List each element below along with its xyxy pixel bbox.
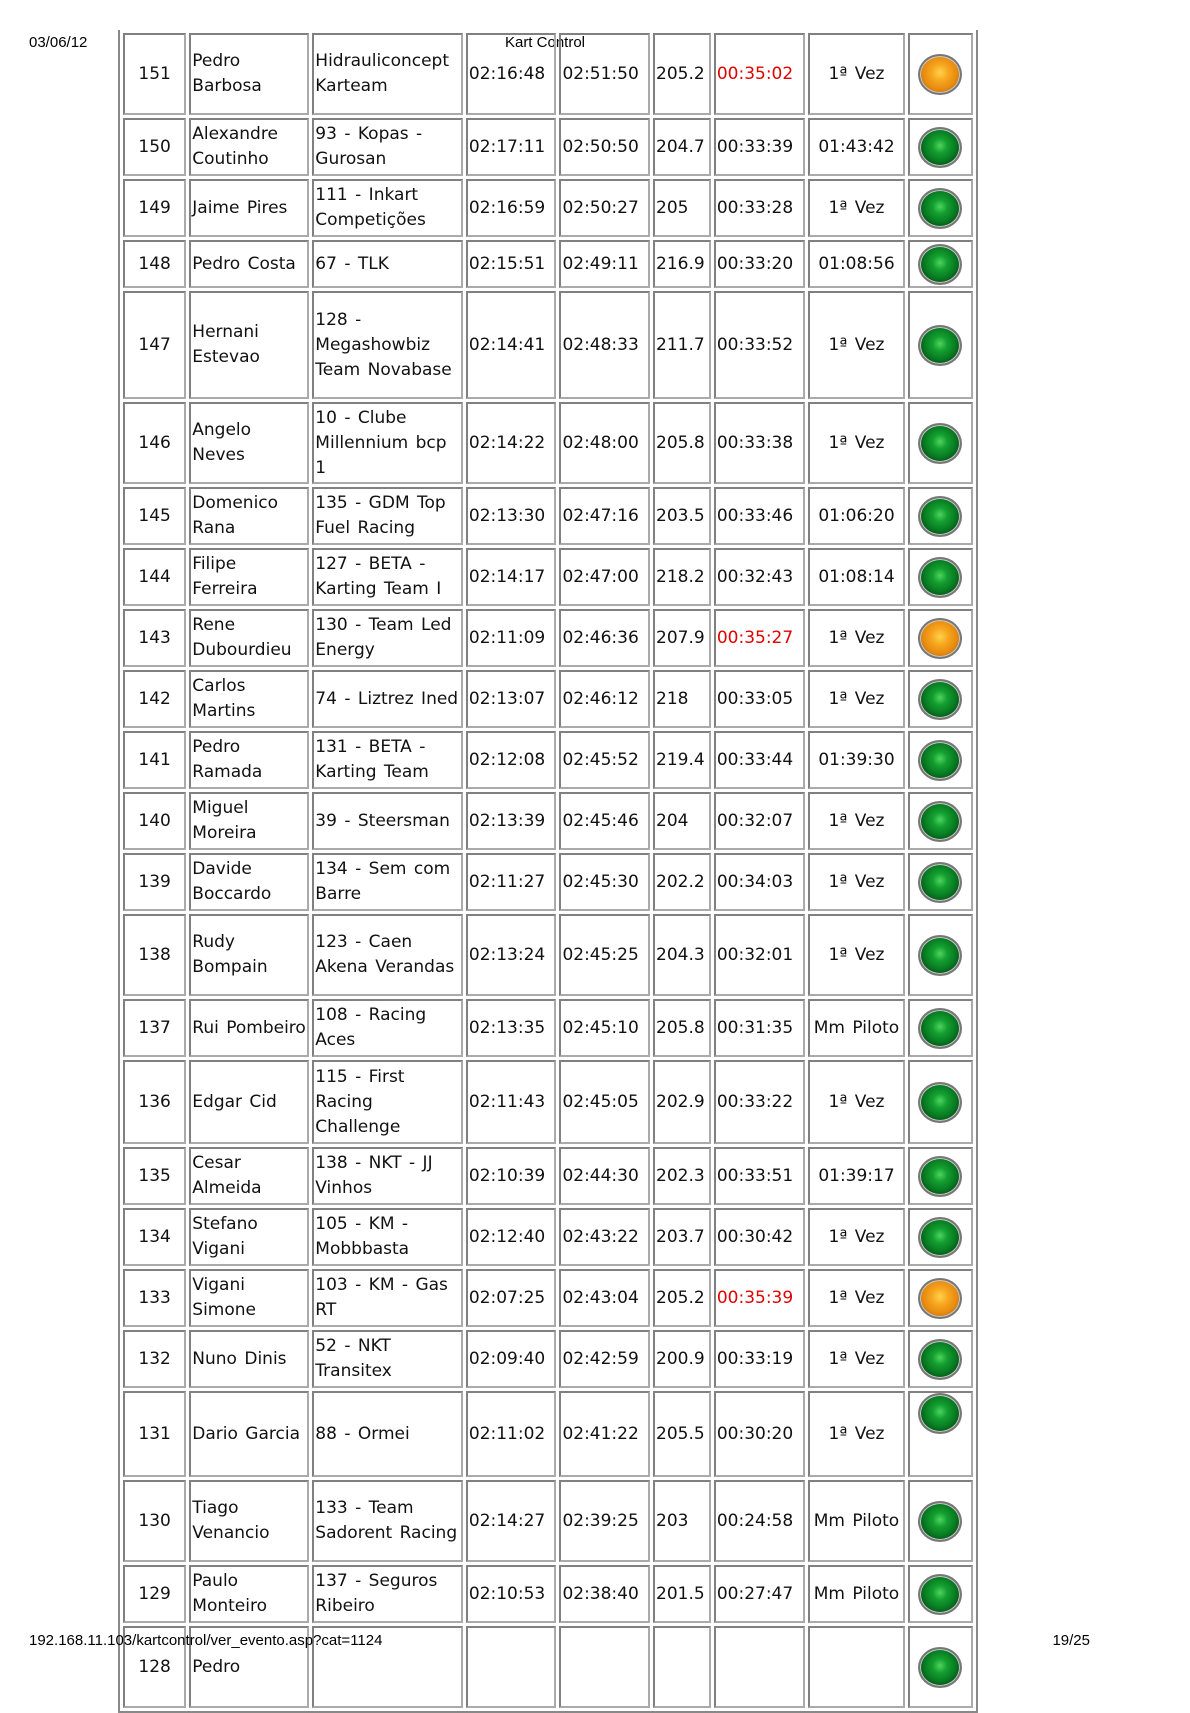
status-light-cell	[908, 33, 974, 115]
note-cell: 1ª Vez	[808, 1269, 904, 1327]
position-cell: 149	[123, 179, 186, 237]
status-light-cell	[908, 548, 974, 606]
driver-name-cell: Alexandre Coutinho	[189, 118, 309, 176]
time-cell-1: 02:11:02	[466, 1391, 557, 1477]
table-row	[123, 1208, 973, 1266]
lap-time-cell: 00:33:19	[714, 1330, 806, 1388]
table-row	[123, 731, 973, 789]
position-cell: 133	[123, 1269, 186, 1327]
driver-name-cell: Jaime Pires	[189, 179, 309, 237]
driver-name-cell: Paulo Monteiro	[189, 1565, 309, 1623]
time-cell-2: 02:45:52	[559, 731, 650, 789]
green-light-icon	[918, 1082, 962, 1123]
team-cell: 93 - Kopas - Gurosan	[312, 118, 463, 176]
green-light-icon	[918, 1574, 962, 1615]
green-light-icon	[918, 244, 962, 285]
time-cell-1: 02:17:11	[466, 118, 557, 176]
time-cell-1: 02:14:22	[466, 402, 557, 484]
page-url: 192.168.11.103/kartcontrol/ver_evento.asp?cat=1124	[29, 1632, 383, 1649]
driver-name-cell: Angelo Neves	[189, 402, 309, 484]
note-cell: 1ª Vez	[808, 1391, 904, 1477]
status-light-cell	[908, 1391, 974, 1477]
speed-cell: 203	[653, 1480, 711, 1562]
status-light-cell	[908, 999, 974, 1057]
team-cell: 135 - GDM Top Fuel Racing	[312, 487, 463, 545]
status-light-cell	[908, 670, 974, 728]
position-cell: 142	[123, 670, 186, 728]
driver-name-cell: Domenico Rana	[189, 487, 309, 545]
speed-cell: 219.4	[653, 731, 711, 789]
green-light-icon	[918, 188, 962, 229]
green-light-icon	[918, 1156, 962, 1197]
speed-cell: 205.5	[653, 1391, 711, 1477]
time-cell-1: 02:16:59	[466, 179, 557, 237]
position-cell: 134	[123, 1208, 186, 1266]
position-cell: 147	[123, 291, 186, 399]
note-cell: 01:08:56	[808, 240, 904, 288]
position-cell: 150	[123, 118, 186, 176]
lap-time-cell: 00:33:39	[714, 118, 806, 176]
lap-time-cell: 00:33:38	[714, 402, 806, 484]
green-light-icon	[918, 935, 962, 976]
time-cell-2: 02:47:00	[559, 548, 650, 606]
table-row	[123, 33, 973, 115]
time-cell-2: 02:43:22	[559, 1208, 650, 1266]
note-cell: 1ª Vez	[808, 853, 904, 911]
note-cell: 1ª Vez	[808, 402, 904, 484]
speed-cell: 205.8	[653, 999, 711, 1057]
time-cell-2: 02:43:04	[559, 1269, 650, 1327]
note-cell: Mm Piloto	[808, 1480, 904, 1562]
time-cell-2: 02:38:40	[559, 1565, 650, 1623]
time-cell-2: 02:47:16	[559, 487, 650, 545]
table-row	[123, 1147, 973, 1205]
time-cell-1: 02:12:08	[466, 731, 557, 789]
green-light-icon	[918, 862, 962, 903]
team-cell: 105 - KM - Mobbbasta	[312, 1208, 463, 1266]
table-row	[123, 548, 973, 606]
note-cell: 1ª Vez	[808, 179, 904, 237]
driver-name-cell: Stefano Vigani	[189, 1208, 309, 1266]
table-row	[123, 1565, 973, 1623]
lap-time-cell: 00:32:43	[714, 548, 806, 606]
time-cell-2: 02:39:25	[559, 1480, 650, 1562]
team-cell: 67 - TLK	[312, 240, 463, 288]
lap-time-cell: 00:32:07	[714, 792, 806, 850]
green-light-icon	[918, 1393, 962, 1434]
driver-name-cell: Davide Boccardo	[189, 853, 309, 911]
time-cell-1: 02:10:53	[466, 1565, 557, 1623]
time-cell-2: 02:48:33	[559, 291, 650, 399]
time-cell-1	[466, 1626, 557, 1708]
green-light-icon	[918, 1217, 962, 1258]
time-cell-1: 02:13:39	[466, 792, 557, 850]
speed-cell: 211.7	[653, 291, 711, 399]
table-row	[123, 1391, 973, 1477]
table-row	[123, 792, 973, 850]
team-cell: Hidrauliconcept Karteam	[312, 33, 463, 115]
time-cell-1: 02:11:43	[466, 1060, 557, 1144]
table-row	[123, 609, 973, 667]
page-number: 19/25	[1052, 1632, 1090, 1649]
time-cell-2: 02:44:30	[559, 1147, 650, 1205]
driver-name-cell: Rene Dubourdieu	[189, 609, 309, 667]
position-cell: 131	[123, 1391, 186, 1477]
position-cell: 140	[123, 792, 186, 850]
status-light-cell	[908, 240, 974, 288]
table-row	[123, 291, 973, 399]
note-cell: 1ª Vez	[808, 33, 904, 115]
speed-cell: 205.2	[653, 1269, 711, 1327]
driver-name-cell: Vigani Simone	[189, 1269, 309, 1327]
table-row	[123, 670, 973, 728]
time-cell-2: 02:46:36	[559, 609, 650, 667]
note-cell: 1ª Vez	[808, 609, 904, 667]
note-cell: 1ª Vez	[808, 1330, 904, 1388]
speed-cell: 204	[653, 792, 711, 850]
time-cell-1: 02:16:48	[466, 33, 557, 115]
status-light-cell	[908, 914, 974, 996]
table-row	[123, 1480, 973, 1562]
speed-cell: 202.2	[653, 853, 711, 911]
lap-time-cell: 00:33:22	[714, 1060, 806, 1144]
speed-cell: 204.7	[653, 118, 711, 176]
driver-name-cell: Rudy Bompain	[189, 914, 309, 996]
team-cell: 115 - First Racing Challenge	[312, 1060, 463, 1144]
time-cell-2: 02:45:10	[559, 999, 650, 1057]
team-cell: 133 - Team Sadorent Racing	[312, 1480, 463, 1562]
green-light-icon	[918, 679, 962, 720]
note-cell: Mm Piloto	[808, 1565, 904, 1623]
driver-name-cell: Miguel Moreira	[189, 792, 309, 850]
speed-cell: 204.3	[653, 914, 711, 996]
time-cell-2: 02:51:50	[559, 33, 650, 115]
driver-name-cell: Carlos Martins	[189, 670, 309, 728]
green-light-icon	[918, 740, 962, 781]
note-cell: 01:39:17	[808, 1147, 904, 1205]
green-light-icon	[918, 557, 962, 598]
status-light-cell	[908, 609, 974, 667]
team-cell: 10 - Clube Millennium bcp 1	[312, 402, 463, 484]
team-cell: 123 - Caen Akena Verandas	[312, 914, 463, 996]
note-cell: 1ª Vez	[808, 1208, 904, 1266]
position-cell: 145	[123, 487, 186, 545]
team-cell: 88 - Ormei	[312, 1391, 463, 1477]
speed-cell: 202.9	[653, 1060, 711, 1144]
table-row	[123, 487, 973, 545]
speed-cell: 216.9	[653, 240, 711, 288]
lap-time-cell: 00:27:47	[714, 1565, 806, 1623]
lap-time-cell: 00:33:20	[714, 240, 806, 288]
speed-cell: 205	[653, 179, 711, 237]
lap-time-cell: 00:35:02	[714, 33, 806, 115]
time-cell-1: 02:13:24	[466, 914, 557, 996]
team-cell: 134 - Sem com Barre	[312, 853, 463, 911]
note-cell: 1ª Vez	[808, 670, 904, 728]
driver-name-cell: Pedro Ramada	[189, 731, 309, 789]
table-row	[123, 118, 973, 176]
driver-name-cell: Cesar Almeida	[189, 1147, 309, 1205]
table-row	[123, 1060, 973, 1144]
status-light-cell	[908, 291, 974, 399]
lap-time-cell: 00:33:52	[714, 291, 806, 399]
status-light-cell	[908, 1480, 974, 1562]
orange-light-icon	[918, 1278, 962, 1319]
note-cell: 01:39:30	[808, 731, 904, 789]
speed-cell: 201.5	[653, 1565, 711, 1623]
status-light-cell	[908, 853, 974, 911]
team-cell: 138 - NKT - JJ Vinhos	[312, 1147, 463, 1205]
driver-name-cell: Pedro Costa	[189, 240, 309, 288]
print-date: 03/06/12	[29, 34, 88, 51]
status-light-cell	[908, 487, 974, 545]
time-cell-2: 02:45:25	[559, 914, 650, 996]
driver-name-cell: Tiago Venancio	[189, 1480, 309, 1562]
time-cell-2: 02:45:05	[559, 1060, 650, 1144]
table-row	[123, 999, 973, 1057]
note-cell: 1ª Vez	[808, 792, 904, 850]
time-cell-2: 02:50:27	[559, 179, 650, 237]
status-light-cell	[908, 792, 974, 850]
position-cell: 138	[123, 914, 186, 996]
results-table	[118, 30, 978, 1713]
time-cell-2: 02:50:50	[559, 118, 650, 176]
green-light-icon	[918, 1501, 962, 1542]
speed-cell: 218	[653, 670, 711, 728]
position-cell: 130	[123, 1480, 186, 1562]
speed-cell: 218.2	[653, 548, 711, 606]
lap-time-cell: 00:33:44	[714, 731, 806, 789]
green-light-icon	[918, 496, 962, 537]
lap-time-cell: 00:33:46	[714, 487, 806, 545]
team-cell: 39 - Steersman	[312, 792, 463, 850]
lap-time-cell: 00:30:20	[714, 1391, 806, 1477]
speed-cell: 207.9	[653, 609, 711, 667]
status-light-cell	[908, 118, 974, 176]
lap-time-cell: 00:34:03	[714, 853, 806, 911]
time-cell-2	[559, 1626, 650, 1708]
position-cell: 132	[123, 1330, 186, 1388]
position-cell: 139	[123, 853, 186, 911]
page-title: Kart Control	[504, 34, 586, 51]
time-cell-1: 02:14:27	[466, 1480, 557, 1562]
status-light-cell	[908, 1330, 974, 1388]
position-cell: 129	[123, 1565, 186, 1623]
status-light-cell	[908, 1208, 974, 1266]
lap-time-cell: 00:30:42	[714, 1208, 806, 1266]
driver-name-cell: Rui Pombeiro	[189, 999, 309, 1057]
green-light-icon	[918, 325, 962, 366]
green-light-icon	[918, 1008, 962, 1049]
status-light-cell	[908, 1060, 974, 1144]
position-cell: 151	[123, 33, 186, 115]
speed-cell: 203.7	[653, 1208, 711, 1266]
table-row	[123, 853, 973, 911]
speed-cell: 200.9	[653, 1330, 711, 1388]
status-light-cell	[908, 1626, 974, 1708]
time-cell-1: 02:14:41	[466, 291, 557, 399]
driver-name-cell: Filipe Ferreira	[189, 548, 309, 606]
table-row	[123, 240, 973, 288]
green-light-icon	[918, 801, 962, 842]
status-light-cell	[908, 1147, 974, 1205]
green-light-icon	[918, 1647, 962, 1688]
position-cell: 143	[123, 609, 186, 667]
speed-cell	[653, 1626, 711, 1708]
time-cell-1: 02:13:35	[466, 999, 557, 1057]
team-cell: 52 - NKT Transitex	[312, 1330, 463, 1388]
time-cell-1: 02:15:51	[466, 240, 557, 288]
note-cell: 1ª Vez	[808, 291, 904, 399]
status-light-cell	[908, 402, 974, 484]
position-cell: 128	[123, 1626, 186, 1708]
status-light-cell	[908, 1269, 974, 1327]
green-light-icon	[918, 423, 962, 464]
table-row	[123, 914, 973, 996]
driver-name-cell: Pedro Barbosa	[189, 33, 309, 115]
driver-name-cell: Dario Garcia	[189, 1391, 309, 1477]
note-cell: 1ª Vez	[808, 1060, 904, 1144]
lap-time-cell	[714, 1626, 806, 1708]
status-light-cell	[908, 179, 974, 237]
position-cell: 141	[123, 731, 186, 789]
speed-cell: 205.2	[653, 33, 711, 115]
team-cell: 128 - Megashowbiz Team Novabase	[312, 291, 463, 399]
time-cell-2: 02:45:46	[559, 792, 650, 850]
table-row	[123, 402, 973, 484]
note-cell: Mm Piloto	[808, 999, 904, 1057]
lap-time-cell: 00:24:58	[714, 1480, 806, 1562]
time-cell-1: 02:11:27	[466, 853, 557, 911]
team-cell: 111 - Inkart Competições	[312, 179, 463, 237]
lap-time-cell: 00:35:27	[714, 609, 806, 667]
table-row	[123, 1330, 973, 1388]
time-cell-1: 02:09:40	[466, 1330, 557, 1388]
time-cell-1: 02:14:17	[466, 548, 557, 606]
orange-light-icon	[918, 618, 962, 659]
table-row	[123, 179, 973, 237]
table-row	[123, 1269, 973, 1327]
time-cell-2: 02:49:11	[559, 240, 650, 288]
team-cell: 127 - BETA - Karting Team I	[312, 548, 463, 606]
position-cell: 135	[123, 1147, 186, 1205]
driver-name-cell: Pedro	[189, 1626, 309, 1708]
note-cell: 01:43:42	[808, 118, 904, 176]
time-cell-1: 02:12:40	[466, 1208, 557, 1266]
note-cell	[808, 1626, 904, 1708]
team-cell: 137 - Seguros Ribeiro	[312, 1565, 463, 1623]
team-cell: 108 - Racing Aces	[312, 999, 463, 1057]
time-cell-1: 02:10:39	[466, 1147, 557, 1205]
time-cell-2: 02:45:30	[559, 853, 650, 911]
green-light-icon	[918, 1339, 962, 1380]
speed-cell: 203.5	[653, 487, 711, 545]
lap-time-cell: 00:31:35	[714, 999, 806, 1057]
team-cell: 131 - BETA - Karting Team	[312, 731, 463, 789]
note-cell: 01:08:14	[808, 548, 904, 606]
note-cell: 1ª Vez	[808, 914, 904, 996]
position-cell: 148	[123, 240, 186, 288]
position-cell: 137	[123, 999, 186, 1057]
lap-time-cell: 00:33:51	[714, 1147, 806, 1205]
lap-time-cell: 00:33:28	[714, 179, 806, 237]
time-cell-1: 02:11:09	[466, 609, 557, 667]
driver-name-cell: Edgar Cid	[189, 1060, 309, 1144]
lap-time-cell: 00:33:05	[714, 670, 806, 728]
status-light-cell	[908, 1565, 974, 1623]
speed-cell: 205.8	[653, 402, 711, 484]
time-cell-2: 02:46:12	[559, 670, 650, 728]
position-cell: 136	[123, 1060, 186, 1144]
orange-light-icon	[918, 54, 962, 95]
time-cell-1: 02:13:07	[466, 670, 557, 728]
lap-time-cell: 00:35:39	[714, 1269, 806, 1327]
time-cell-1: 02:07:25	[466, 1269, 557, 1327]
note-cell: 01:06:20	[808, 487, 904, 545]
time-cell-2: 02:48:00	[559, 402, 650, 484]
time-cell-1: 02:13:30	[466, 487, 557, 545]
lap-time-cell: 00:32:01	[714, 914, 806, 996]
time-cell-2: 02:41:22	[559, 1391, 650, 1477]
driver-name-cell: Nuno Dinis	[189, 1330, 309, 1388]
speed-cell: 202.3	[653, 1147, 711, 1205]
team-cell: 130 - Team Led Energy	[312, 609, 463, 667]
green-light-icon	[918, 127, 962, 168]
driver-name-cell: Hernani Estevao	[189, 291, 309, 399]
time-cell-2: 02:42:59	[559, 1330, 650, 1388]
team-cell: 74 - Liztrez Ined	[312, 670, 463, 728]
position-cell: 146	[123, 402, 186, 484]
position-cell: 144	[123, 548, 186, 606]
team-cell: 103 - KM - Gas RT	[312, 1269, 463, 1327]
status-light-cell	[908, 731, 974, 789]
